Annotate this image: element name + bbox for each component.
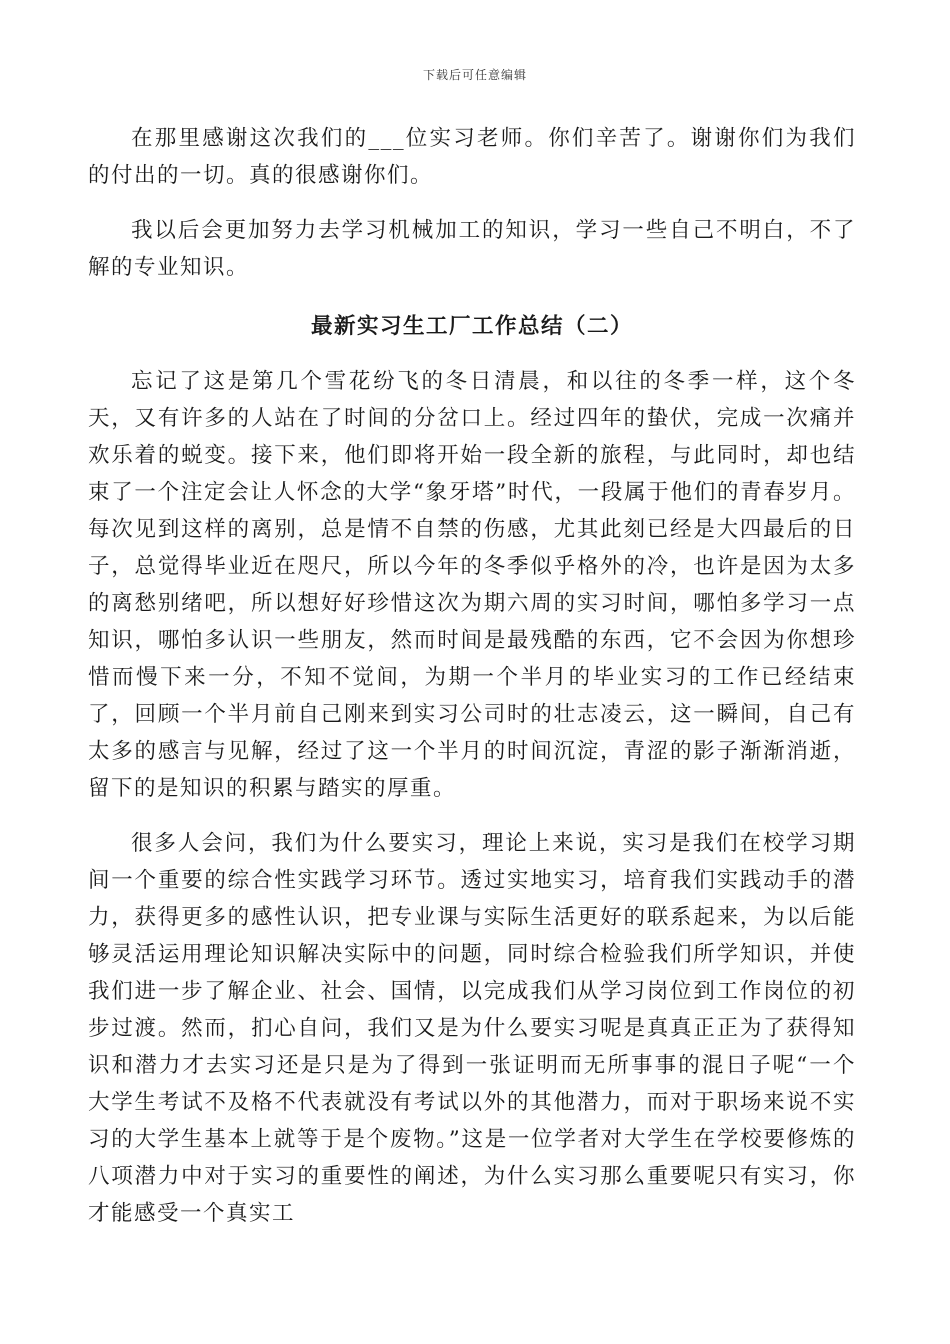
paragraph-winter-reflection: 忘记了这是第几个雪花纷飞的冬日清晨，和以往的冬季一样，这个冬天，又有许多的人站在了时间的分岔口上。经过四年的蛰伏，完成一次痛并欢乐着的蜕变。接下来，他们即将开始一段全新的旅程，与此同时，却也结束了一个注定会让人怀念的大学“象牙塔”时代，一段属于他们的青春岁月。每次见到这样的离别，总是情不自禁的伤感，尤其此刻已经是大四最后的日子，总觉得毕业近在咫尺，所以今年的冬季似乎格外的冷，也许是因为太多的离愁别绪吧，所以想好好珍惜这次为期六周的实习时间，哪怕多学习一点知识，哪怕多认识一些朋友，然而时间是最残酷的东西，它不会因为你想珍惜而慢下来一分，不知不觉间，为期一个半月的毕业实习的工作已经结束了，回顾一个半月前自己刚来到实习公司时的壮志凌云，这一瞬间，自己有太多的感言与见解，经过了这一个半月的时间沉淀，青涩的影子渐渐消逝，留下的是知识的积累与踏实的厚重。 <box>88 369 856 801</box>
paragraph-future-study: 我以后会更加努力去学习机械加工的知识，学习一些自己不明白，不了解的专业知识。 <box>88 218 856 280</box>
paragraph-thanks: 在那里感谢这次我们的___位实习老师。你们辛苦了。谢谢你们为我们的付出的一切。真的很感谢你们。 <box>88 126 856 188</box>
section-title: 最新实习生工厂工作总结（二） <box>310 314 633 339</box>
page-header-note: 下载后可任意编辑 <box>422 68 527 82</box>
paragraph-why-internship: 很多人会问，我们为什么要实习，理论上来说，实习是我们在校学习期间一个重要的综合性实践学习环节。透过实地实习，培育我们实践动手的潜力，获得更多的感性认识，把专业课与实际生活更好的联系起来，为以后能够灵活运用理论知识解决实际中的问题，同时综合检验我们所学知识，并使我们进一步了解企业、社会、国情，以完成我们从学习岗位到工作岗位的初步过渡。然而，扪心自问，我们又是为什么要实习呢是真真正正为了获得知识和潜力才去实习还是只是为了得到一张证明而无所事事的混日子呢“一个大学生考试不及格不代表就没有考试以外的其他潜力，而对于职场来说不实习的大学生基本上就等于是个废物。”这是一位学者对大学生在学校要修炼的八项潜力中对于实习的重要性的阐述，为什么实习那么重要呢只有实习，你才能感受一个真实工 <box>88 831 856 1226</box>
document-body <box>88 120 856 1232</box>
